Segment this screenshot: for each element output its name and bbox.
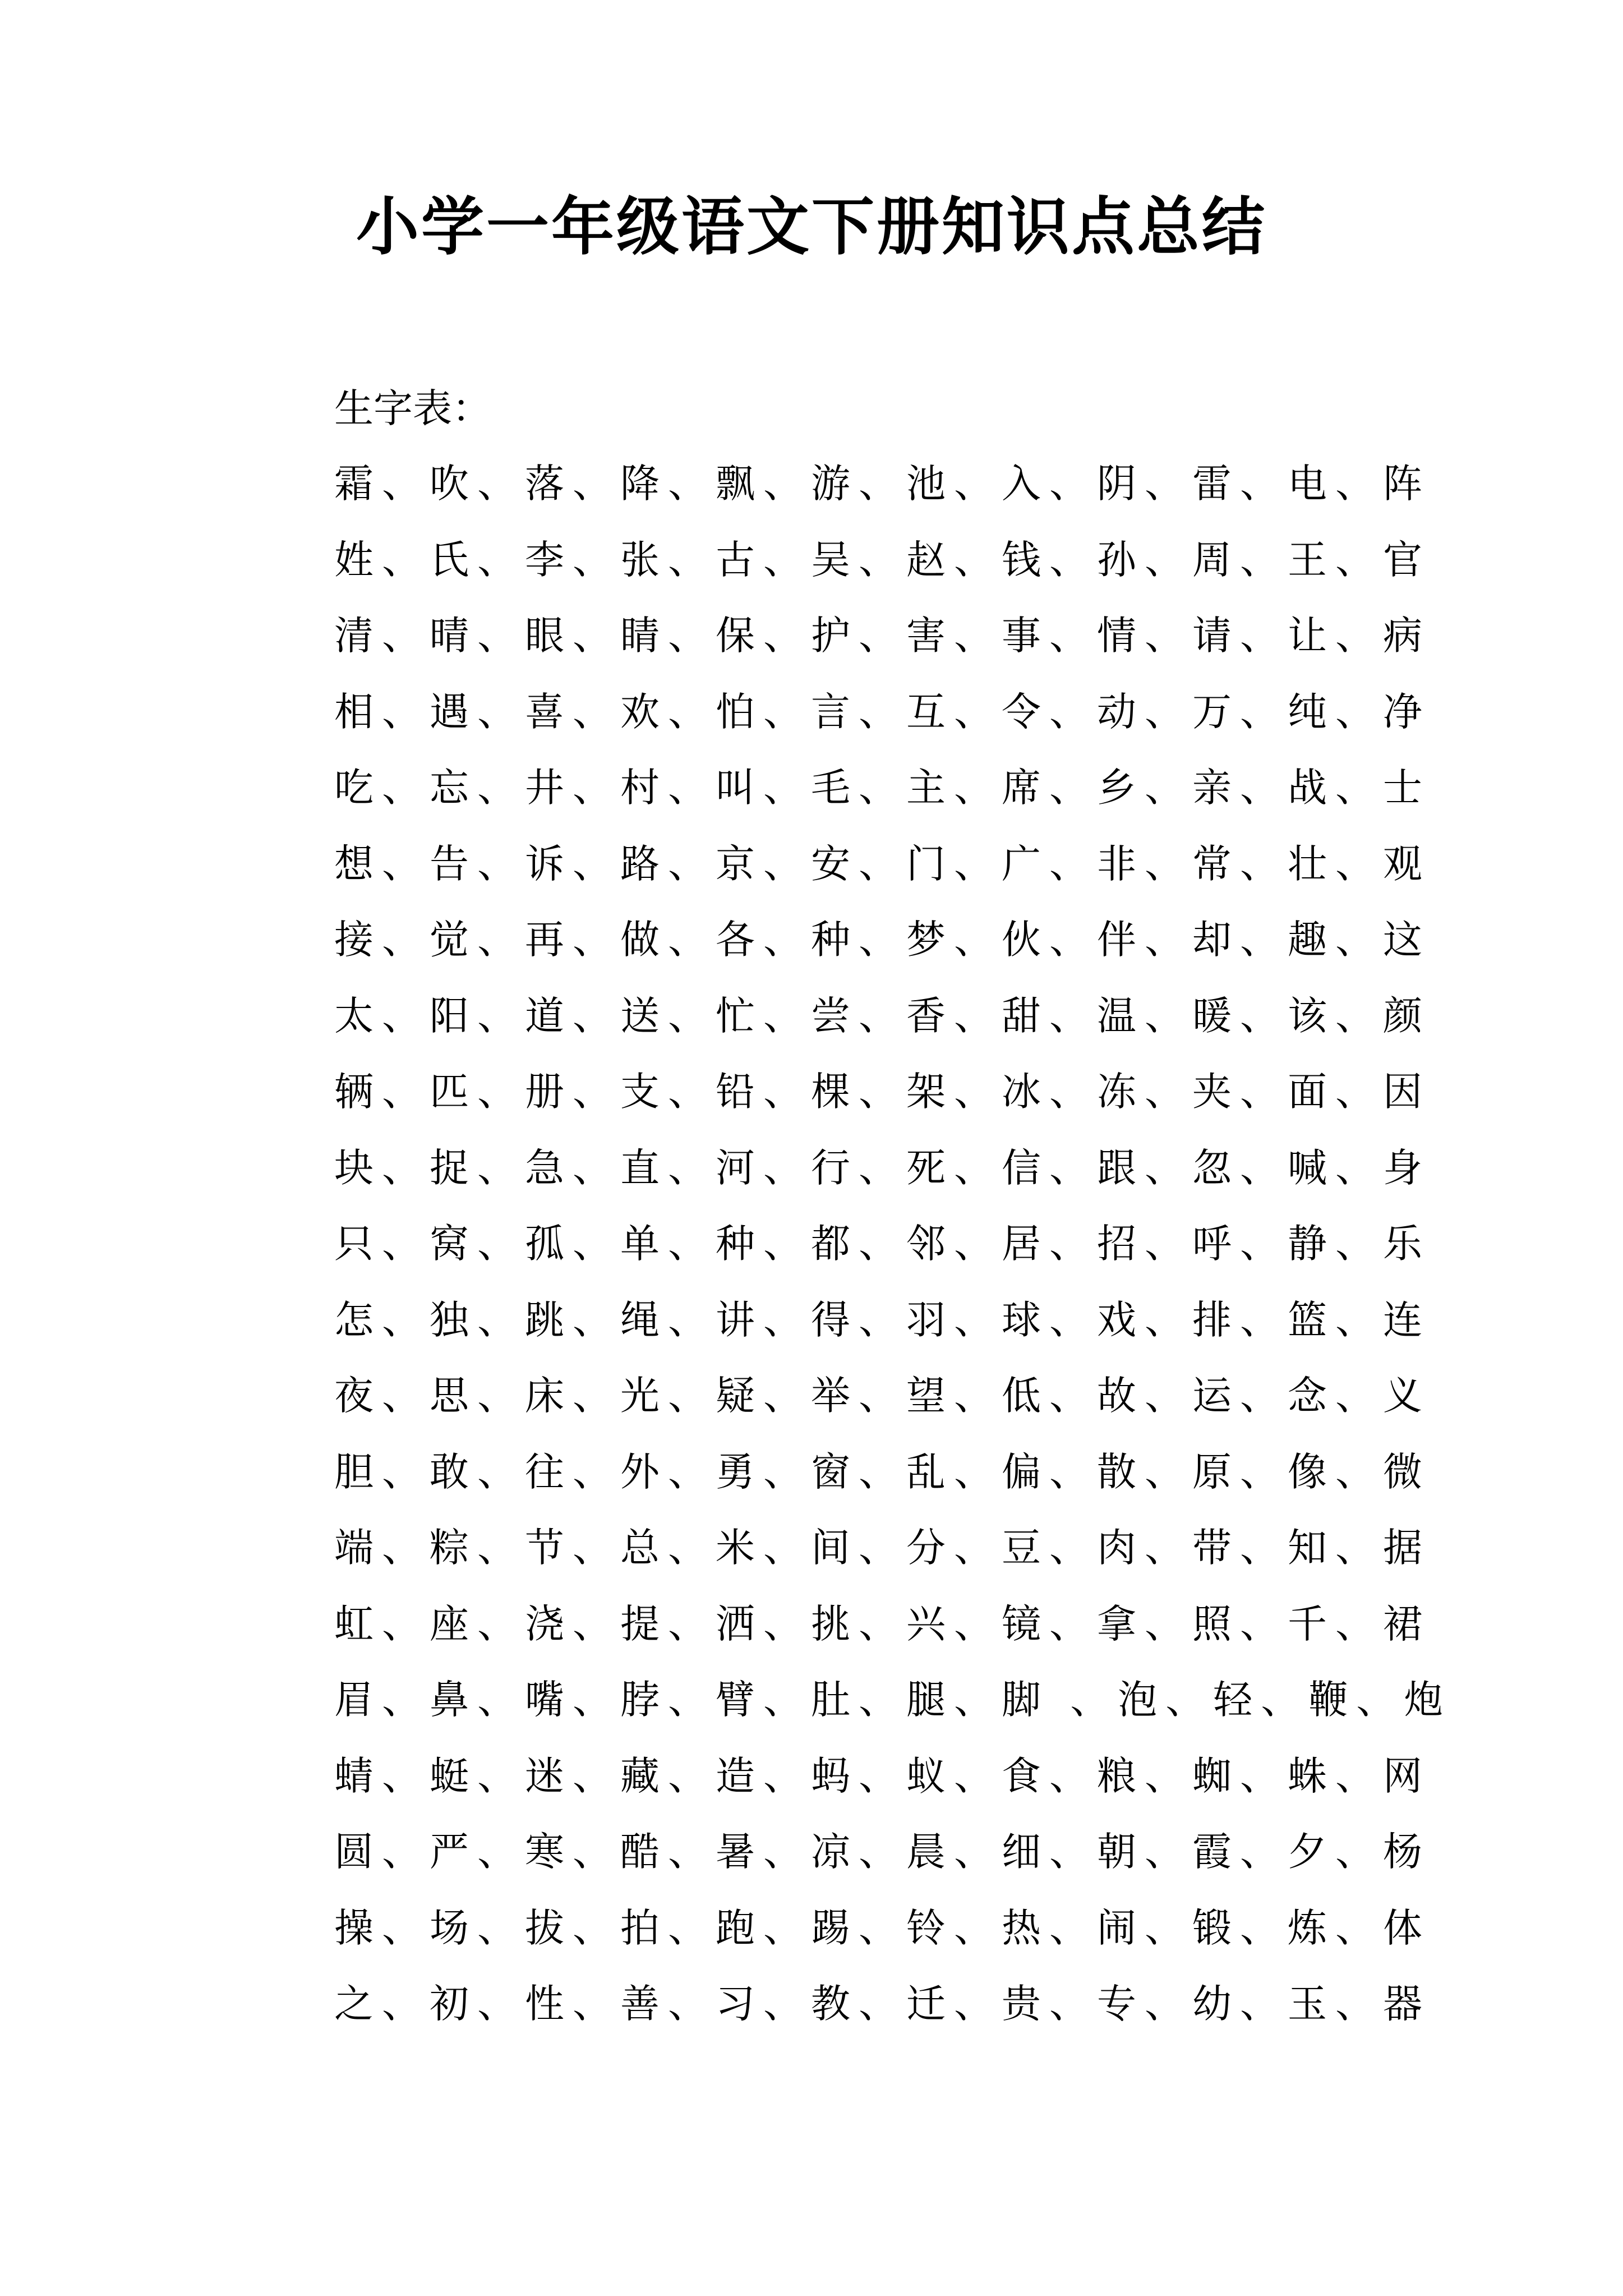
character-row: 块、捉、急、直、河、行、死、信、跟、忽、喊、身 [334,1144,1431,1191]
character-row: 怎、独、跳、绳、讲、得、羽、球、戏、排、篮、连 [334,1296,1431,1343]
character-row: 之、初、性、善、习、教、迁、贵、专、幼、玉、器 [334,1981,1431,2027]
character-row: 端、粽、节、总、米、间、分、豆、肉、带、知、据 [334,1525,1431,1571]
character-row: 姓、氏、李、张、古、吴、赵、钱、孙、周、王、官 [334,536,1431,583]
document-title: 小学一年级语文下册知识点总结 [356,190,1267,264]
character-row: 接、觉、再、做、各、种、梦、伙、伴、却、趣、这 [334,917,1431,963]
character-row: 霜、吹、落、降、飘、游、池、入、阴、雷、电、阵 [334,461,1431,507]
character-list [334,455,1452,2052]
character-row: 想、告、诉、路、京、安、门、广、非、常、壮、观 [334,840,1431,887]
section-heading-character-table: 生字表： [334,385,491,431]
character-row: 虹、座、浇、提、洒、挑、兴、镜、拿、照、千、裙 [334,1600,1431,1647]
character-row: 相、遇、喜、欢、怕、言、互、令、动、万、纯、净 [334,688,1431,735]
character-row: 胆、敢、往、外、勇、窗、乱、偏、散、原、像、微 [334,1448,1431,1495]
character-row: 只、窝、孤、单、种、都、邻、居、招、呼、静、乐 [334,1221,1431,1267]
character-row: 夜、思、床、光、疑、举、望、低、故、运、念、义 [334,1373,1431,1419]
character-row: 蜻、蜓、迷、藏、造、蚂、蚁、食、粮、蜘、蛛、网 [334,1752,1431,1799]
character-row: 眉、鼻、嘴、脖、臂、肚、腿、脚 、泡、轻、鞭、炮 [334,1677,1452,1723]
character-row: 辆、匹、册、支、铅、棵、架、冰、冻、夹、面、因 [334,1069,1431,1115]
character-row: 圆、严、寒、酷、暑、凉、晨、细、朝、霞、夕、杨 [334,1829,1431,1875]
character-row: 操、场、拔、拍、跑、踢、铃、热、闹、锻、炼、体 [334,1904,1431,1951]
character-row: 吃、忘、井、村、叫、毛、主、席、乡、亲、战、士 [334,765,1431,811]
character-row: 清、晴、眼、睛、保、护、害、事、情、请、让、病 [334,613,1431,659]
character-row: 太、阳、道、送、忙、尝、香、甜、温、暖、该、颜 [334,992,1431,1039]
